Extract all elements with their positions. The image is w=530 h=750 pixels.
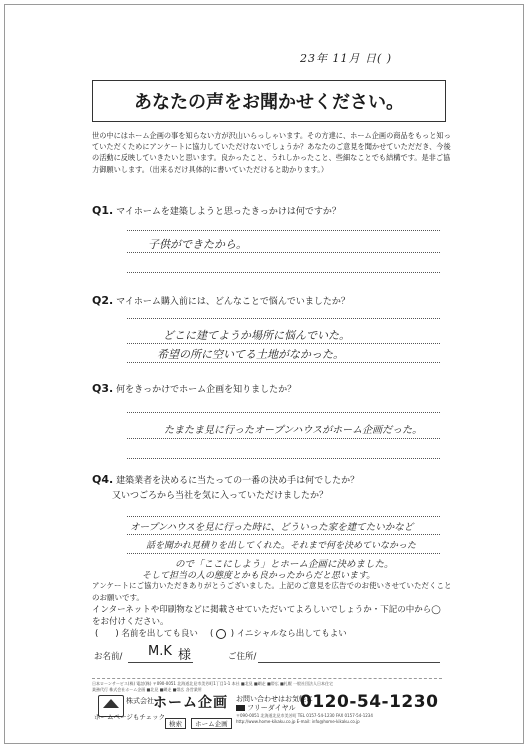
option-paren-open: ( — [210, 629, 214, 639]
request-line: アンケートにご協力いただきありがとうございました。上記のご意見を広告でのお使いさせていただくことのお願いです。 — [92, 581, 452, 602]
question-1 — [92, 204, 341, 217]
request-line: インターネットや印刷物などに掲載させていただいてよろしいでしょうか・下記の中から◯ — [92, 605, 441, 615]
name-underline — [128, 662, 193, 663]
address-underline[interactable] — [258, 662, 440, 663]
company-prefix: 株式会社 — [126, 697, 154, 705]
answer-rule — [127, 458, 440, 459]
answer-rule — [127, 553, 440, 554]
answer-line: 希望の所に空いてる土地がなかった。 — [157, 348, 344, 361]
answer-rule — [127, 272, 440, 273]
option-name-ok[interactable] — [95, 627, 198, 639]
request-line: をお付けください。 — [92, 617, 169, 627]
phone-number[interactable]: 0120-54-1230 — [300, 692, 439, 712]
question-2 — [92, 294, 350, 307]
name-label: お名前/ — [94, 652, 123, 662]
answer-rule — [127, 516, 440, 517]
question-3 — [92, 382, 296, 395]
answer-line: たまたま見に行ったオープンハウスがホーム企画だった。 — [164, 425, 423, 436]
answer-line: オープンハウスを見に行った時に、どういった家を建てたいかなど — [130, 522, 414, 533]
question-text: マイホーム購入前には、どんなことで悩んでいましたか？ — [116, 297, 350, 307]
answer-rule — [127, 438, 440, 439]
inquiry-label: お問い合わせはお気軽に — [236, 695, 313, 703]
honorific: 様 — [178, 648, 192, 663]
option-label: 名前を出しても良い — [121, 629, 198, 639]
name-value[interactable]: M.K — [148, 644, 172, 659]
option-label: イニシャルなら出してもよい — [236, 629, 347, 639]
homepage-label: ホームページもチェック — [94, 713, 166, 721]
answer-rule — [127, 318, 440, 319]
address-label: ご住所/ — [228, 652, 257, 662]
answer-line: 話を聞かれ見積りを出してくれた。それまで何を決めていなかった — [146, 541, 417, 551]
footer-small-text: 業務代行 株式会社ホーム企画 ■北見 ■網走 ■帯広 各営業所 — [92, 687, 202, 692]
selected-circle-icon — [216, 629, 226, 639]
date-field: 23年 11月 日( ) — [300, 52, 393, 65]
footer-web: http://www.home-kikaku.co.jp E-mail: info@home-kikaku.co.jp — [236, 719, 360, 724]
option-paren-close: ) — [230, 629, 235, 639]
search-term: ホーム企画 — [191, 718, 232, 729]
footer-address: 〒090-0051 北海道北見市美芳町 TEL 0157-54-1230 FAX 0157-54-1234 — [236, 713, 373, 718]
answer-line: そして担当の人の態度とかも良かったからだと思います。 — [142, 571, 376, 581]
answer-rule — [127, 230, 440, 231]
request-text — [92, 580, 452, 628]
question-number: Q1. — [92, 204, 114, 217]
answer-rule — [127, 252, 440, 253]
option-initials-ok[interactable] — [210, 627, 347, 639]
freedial-label: フリーダイヤル — [247, 704, 296, 712]
answer-line: どこに建てようか場所に悩んでいた。 — [163, 329, 350, 342]
question-text: 建築業者を決めるに当たっての一番の決め手は何でしたか？ — [116, 476, 360, 486]
answer-line: ので「ここにしよう」とホーム企画に決めました。 — [175, 559, 394, 570]
question-4 — [92, 473, 359, 486]
answer-rule — [127, 362, 440, 363]
company-brand: ホーム企画 — [153, 695, 228, 711]
question-text: 何をきっかけでホーム企画を知りましたか？ — [116, 385, 297, 395]
search-box[interactable] — [165, 711, 232, 730]
question-4-subtext: 又いつごろから当社を気に入っていただけましたか？ — [112, 491, 329, 501]
question-number: Q4. — [92, 473, 114, 486]
footer-divider — [92, 678, 442, 679]
freedial-icon — [236, 705, 245, 711]
option-paren-open: ( ) — [95, 629, 119, 639]
freedial — [236, 703, 296, 713]
footer-small-text: 日本ローンサービス(株) 電話(株) 〒090-0051 北海道北見市美芳町1丁目1-1 本社 ■北見 ■網走 ■帯広 ■札幌 一般社団法人日本住宅 — [92, 681, 334, 686]
question-number: Q2. — [92, 294, 114, 307]
search-text: 検索 — [165, 718, 186, 729]
answer-rule — [127, 534, 440, 535]
answer-rule — [127, 412, 440, 413]
question-number: Q3. — [92, 382, 114, 395]
answer-line: 子供ができたから。 — [148, 238, 247, 251]
question-text: マイホームを建築しようと思ったきっかけは何ですか？ — [116, 207, 341, 217]
page-title: あなたの声をお聞かせください。 — [92, 80, 446, 122]
answer-rule — [127, 343, 440, 344]
intro-text: 世の中にはホーム企画の事を知らない方が沢山いらっしゃいます。その方達に、ホーム企画の商品をもっと知っていただくためにアンケートに協力していただけないでしょうか？あなたのご意見を聞かせていただだき、今後の活動に反映していきたいと思います。良かったこと、うれしかったこと、些細なことでも結構です。是非ご協力御願いします。（出来るだけ具体的に書いていただけると助かります。） — [92, 131, 451, 174]
